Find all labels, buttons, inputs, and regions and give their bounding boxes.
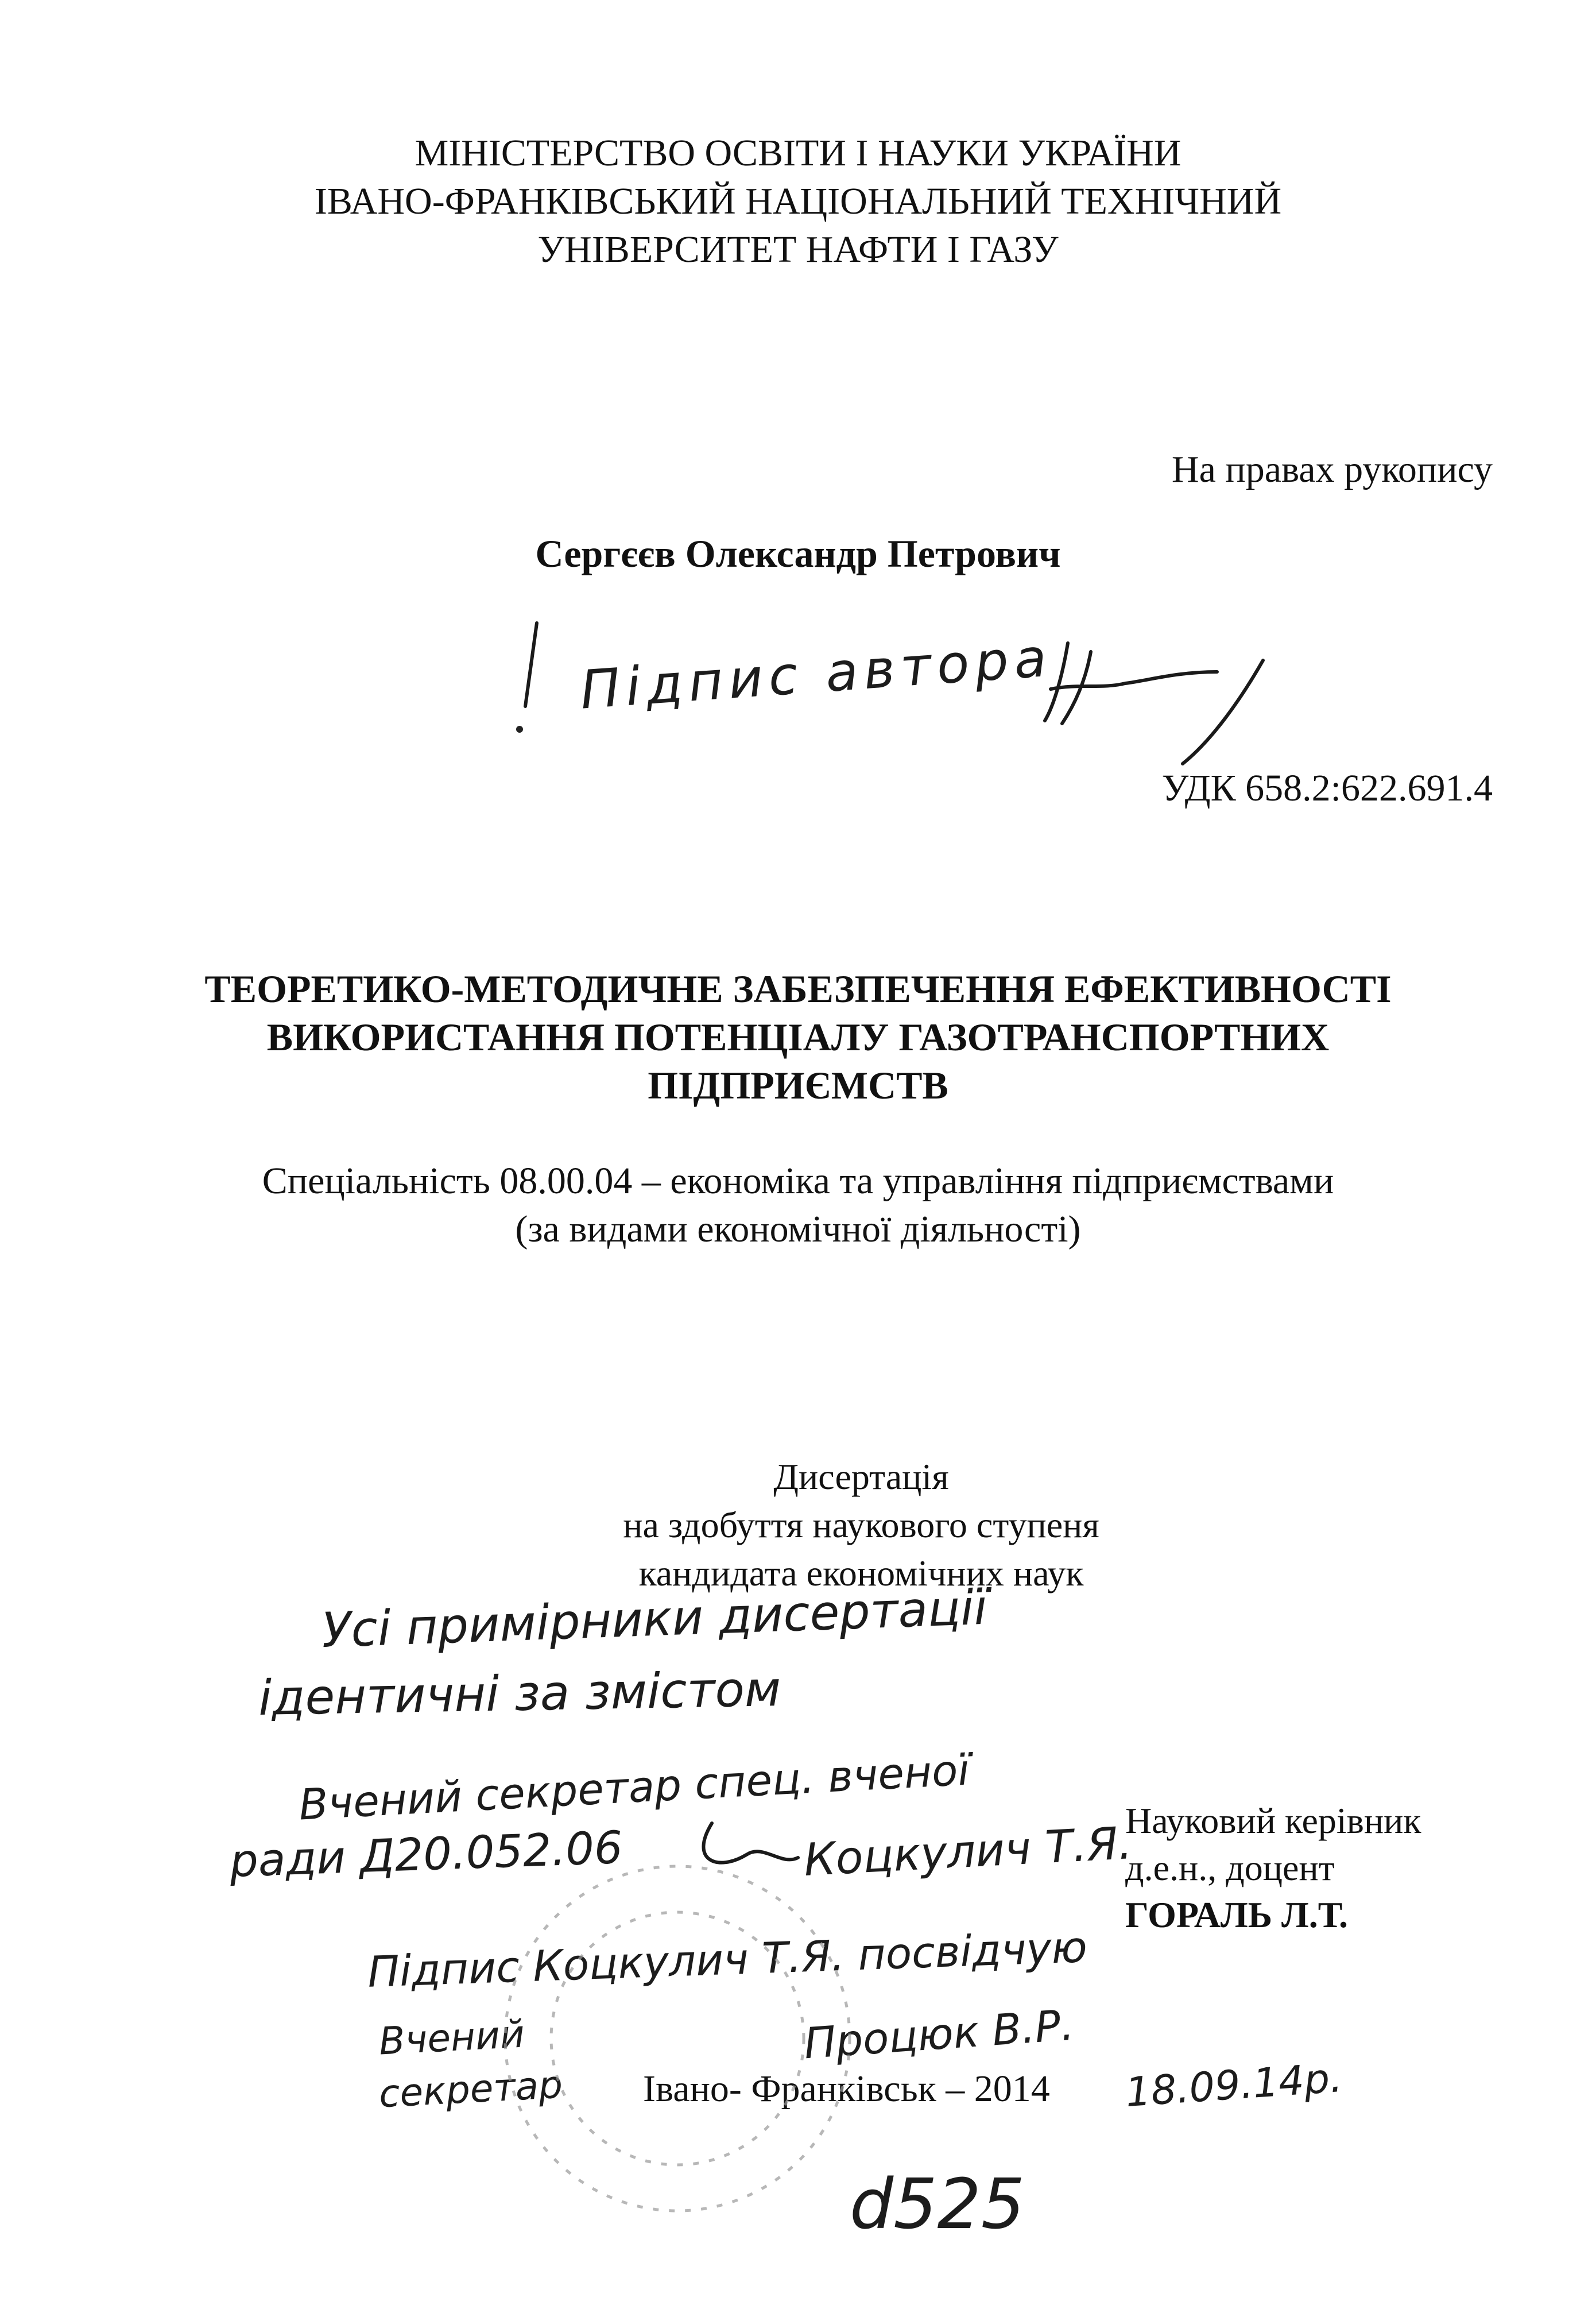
supervisor-role: Науковий керівник [1125, 1800, 1421, 1841]
title-line-1: ТЕОРЕТИКО-МЕТОДИЧНЕ ЗАБЕЗПЕЧЕННЯ ЕФЕКТИВНОСТІ [204, 967, 1392, 1011]
dissertation-line-1: Дисертація [773, 1456, 949, 1497]
handwritten-date: 18.09.14р. [1124, 2053, 1344, 2117]
archive-number: d525 [850, 2165, 1025, 2245]
secretary-line-2: ради Д20.052.06 [228, 1822, 624, 1888]
dissertation-line-3: кандидата економічних наук [638, 1553, 1084, 1594]
university-line-2: УНІВЕРСИТЕТ НАФТИ І ГАЗУ [537, 229, 1059, 270]
certify-role-line-2: секретар [378, 2062, 564, 2117]
dissertation-line-2: на здобуття наукового ступеня [623, 1504, 1099, 1545]
supervisor-name: ГОРАЛЬ Л.Т. [1125, 1894, 1348, 1935]
copies-note-line-2: ідентичні за змістом [258, 1661, 782, 1726]
certify-name: Процюк В.Р. [802, 2000, 1076, 2069]
specialty-line-2: (за видами економічної діяльності) [515, 1208, 1081, 1250]
author-signature-note: Підпис автора [578, 626, 1055, 721]
title-line-2: ВИКОРИСТАННЯ ПОТЕНЦІАЛУ ГАЗОТРАНСПОРТНИХ [266, 1015, 1330, 1059]
city-year: Івано- Франківськ – 2014 [643, 2068, 1050, 2110]
supervisor-degree: д.е.н., доцент [1125, 1847, 1335, 1888]
ministry-line: МІНІСТЕРСТВО ОСВІТИ І НАУКИ УКРАЇНИ [415, 132, 1181, 174]
secretary-signature [703, 1823, 798, 1863]
certify-role-line-1: Вчений [378, 2012, 526, 2064]
university-line-1: ІВАНО-ФРАНКІВСЬКИЙ НАЦІОНАЛЬНИЙ ТЕХНІЧНИЙ [314, 180, 1282, 222]
author-signature [525, 623, 1263, 764]
author-name: Сергєєв Олександр Петрович [535, 532, 1061, 575]
secretary-name: Коцкулич Т.Я. [803, 1817, 1134, 1886]
ink-dot [516, 726, 523, 733]
specialty-line-1: Спеціальність 08.00.04 – економіка та управління підприємствами [262, 1160, 1334, 1202]
manuscript-note: На правах рукопису [1171, 448, 1493, 490]
secretary-line-1: Вчений секретар спец. вченої [297, 1745, 971, 1830]
round-stamp [505, 1866, 850, 2211]
title-line-3: ПІДПРИЄМСТВ [648, 1063, 948, 1107]
copies-note-line-1: Усі примірники дисертації [320, 1579, 989, 1659]
udk-code: УДК 658.2:622.691.4 [1161, 767, 1493, 809]
certify-line: Підпис Коцкулич Т.Я. посвідчую [366, 1923, 1088, 1997]
